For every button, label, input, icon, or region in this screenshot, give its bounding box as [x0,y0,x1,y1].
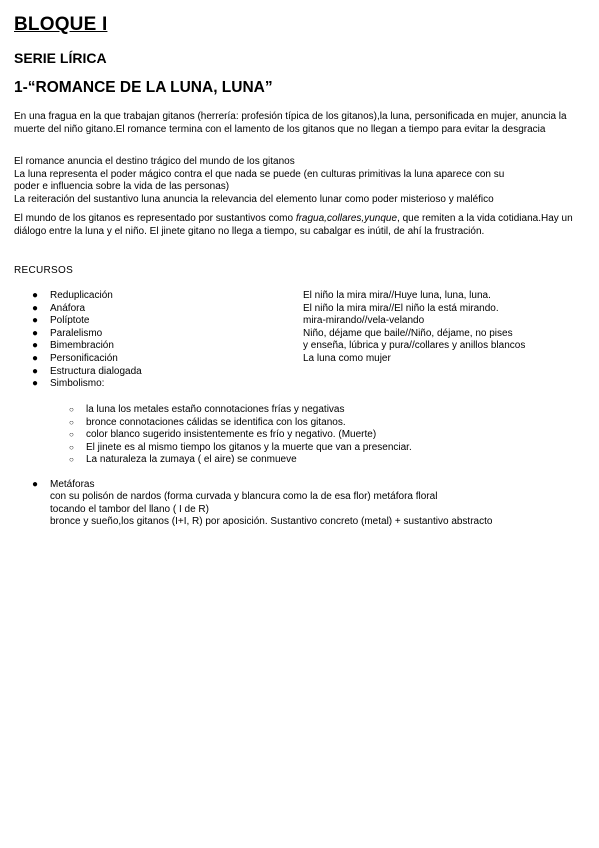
world-text-start: El mundo de los gitanos es representado por sustantivos como [14,213,296,224]
metaphors-heading: Metáforas [50,479,95,490]
interpretation-line: El romance anuncia el destino trágico del mundo de los gitanos [14,156,295,167]
interpretation-line: La luna representa el poder mágico contra el que nada se puede (en culturas primitivas la luna aparece con su [14,168,505,180]
resource-name: Personificación [50,352,118,364]
list-item [32,340,592,353]
resources-heading: RECURSOS [14,265,74,276]
circle-bullet-icon: ○ [69,417,74,427]
resource-example: La luna como mujer [303,352,391,364]
symbolism-item: La naturaleza la zumaya ( el aire) se conmueve [86,454,297,466]
interpretation-paragraph [14,156,589,206]
list-item [32,315,592,328]
metaphors-lines [50,491,492,529]
list-item [32,366,592,379]
poem-title: 1-“ROMANCE DE LA LUNA, LUNA” [14,79,273,96]
resource-example: Niño, déjame que baile//Niño, déjame, no pises [303,327,513,339]
bullet-icon: ● [32,302,39,314]
circle-bullet-icon: ○ [69,405,74,414]
series-heading: SERIE LÍRICA [14,50,107,66]
circle-bullet-icon: ○ [69,455,74,465]
resource-example: El niño la mira mira//Huye luna, luna, luna. [303,290,491,301]
bullet-icon: ● [32,290,39,301]
world-text-end: , que remiten a la vida cotidiana.Hay un diálogo entre la luna y el niño. El jinete gitano no llega a tiempo, su cabalgar es inútil, de ahí la frustración. [14,213,573,237]
resource-name: Paralelismo [50,327,103,339]
resource-example: mira-mirando//vela-velando [303,315,425,327]
metaphor-line: con su polisón de nardos (forma curvada y blancura como la de esa flor) metáfora floral [50,491,438,502]
circle-bullet-icon: ○ [69,430,74,440]
metaphor-line: tocando el tambor del llano ( I de R) [50,503,209,515]
interpretation-line: La reiteración del sustantivo luna anuncia la relevancia del elemento lunar como poder misterioso y maléfico [14,193,494,205]
resources-list [32,290,592,391]
resource-name: Políptote [50,315,90,327]
bullet-icon: ● [32,352,39,364]
symbolism-item: El jinete es al mismo tiempo los gitanos y la muerte que van a presenciar. [86,441,412,453]
world-paragraph [14,213,589,238]
world-nouns: fragua,collares,yunque [295,213,398,224]
resource-name: Bimembración [50,340,114,352]
bullet-icon: ● [32,340,39,352]
resource-example: y enseña, lúbrica y pura//collares y anillos blancos [303,340,526,352]
symbolism-item: color blanco sugerido insistentemente es frío y negativo. (Muerte) [86,429,377,441]
list-item [32,353,592,366]
bullet-icon: ● [32,327,39,339]
block-heading: BLOQUE I [14,14,108,35]
bullet-icon: ● [32,479,39,490]
list-item [32,328,592,341]
resource-example: El niño la mira mira//El niño la está mirando. [303,302,499,314]
resource-name: Estructura dialogada [50,365,142,377]
resource-name: Anáfora [50,302,86,314]
interpretation-line: poder e influencia sobre la vida de las personas) [14,181,230,193]
bullet-icon: ● [32,378,39,390]
list-item [32,303,592,316]
symbolism-item: la luna los metales estaño connotaciones frías y negativas [86,404,345,415]
list-item [32,290,592,303]
intro-paragraph: En una fragua en la que trabajan gitanos (herrería: profesión típica de los gitanos),la luna, personificada en mujer, anuncia la muerte del niño gitano.El romance termina con el lamento de los gitanos que no llegan a tiempo para evitar la desgracia [14,111,567,135]
resource-name: Reduplicación [50,290,113,301]
list-item [32,378,592,391]
resource-name: Simbolismo: [50,378,105,390]
symbolism-item: bronce connotaciones cálidas se identifica con los gitanos. [86,416,346,428]
bullet-icon: ● [32,365,39,377]
circle-bullet-icon: ○ [69,442,74,452]
metaphor-line: bronce y sueño,los gitanos (I+I, R) por aposición. Sustantivo concreto (metal) + sustantivo abstracto [50,516,493,528]
bullet-icon: ● [32,315,39,327]
